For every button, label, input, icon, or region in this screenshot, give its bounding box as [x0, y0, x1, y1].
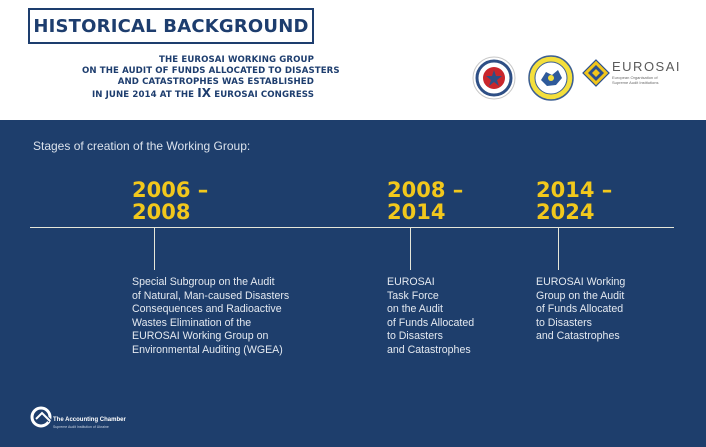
- footer-organization-subtitle: Supreme Audit Institution of Ukraine: [53, 425, 109, 429]
- page-title: HISTORICAL BACKGROUND: [33, 15, 309, 37]
- header-section: [0, 0, 706, 120]
- stage-2-line: on the Audit: [387, 303, 443, 316]
- subtitle-roman: IX: [197, 86, 212, 100]
- subtitle-line: THE EUROSAI WORKING GROUP: [159, 55, 314, 65]
- stage-3-year-start: 2014 –: [536, 178, 613, 202]
- subtitle-prefix: IN JUNE 2014 AT THE: [91, 90, 198, 100]
- footer-organization-name: The Accounting Chamber: [53, 417, 126, 423]
- stage-2-year-start: 2008 –: [387, 178, 464, 202]
- stage-3-line: EUROSAI Working: [536, 276, 626, 288]
- stage-2-line: to Disasters: [387, 330, 443, 343]
- eurosai-tagline: European Organisation of Supreme Audit Institutions: [612, 75, 659, 85]
- stage-2-description: [387, 276, 474, 358]
- stage-1-year-end: 2008: [132, 200, 191, 224]
- stage-2-line: EUROSAI: [387, 276, 435, 288]
- stage-3-line: to Disasters: [536, 316, 592, 329]
- stage-1-year-start: 2006 –: [132, 178, 209, 202]
- stage-1-line: Wastes Elimination of the: [132, 316, 252, 329]
- subtitle-line: AND CATASTROPHES WAS ESTABLISHED: [117, 77, 314, 87]
- stage-1-tick: [154, 228, 155, 270]
- subtitle-suffix: EUROSAI CONGRESS: [211, 90, 314, 100]
- stage-3-description: [536, 276, 625, 344]
- stage-3-line: of Funds Allocated: [536, 303, 624, 316]
- stage-2-line: of Funds Allocated: [387, 316, 475, 329]
- eurosai-logo: [582, 56, 682, 96]
- timeline-axis: [30, 227, 674, 228]
- stage-2-line: and Catastrophes: [387, 343, 471, 356]
- subtitle-line: ON THE AUDIT OF FUNDS ALLOCATED TO DISASTERS: [82, 66, 340, 76]
- eurosai-diamond-icon: [582, 59, 610, 87]
- stage-1-description: [132, 276, 289, 358]
- stage-3-line: Group on the Audit: [536, 289, 625, 302]
- stage-1-line: Environmental Auditing (WGEA): [132, 343, 283, 356]
- stage-3-line: and Catastrophes: [536, 330, 620, 343]
- stage-1-line: Special Subgroup on the Audit: [132, 276, 275, 288]
- stage-1-line: Consequences and Radioactive: [132, 303, 282, 316]
- working-group-emblem-icon: [528, 55, 574, 101]
- stage-3-tick: [558, 228, 559, 270]
- stages-heading: Stages of creation of the Working Group:: [33, 139, 251, 153]
- eurosai-wordmark: EUROSAI: [612, 59, 682, 74]
- stage-3-years: [536, 179, 612, 223]
- title-box: [28, 8, 314, 44]
- subtitle-line-last: [82, 88, 314, 101]
- stage-1-years: [132, 179, 208, 223]
- accounting-chamber-ukraine-emblem-icon: [472, 56, 516, 100]
- stage-2-years: [387, 179, 463, 223]
- subtitle: [82, 55, 340, 101]
- stage-3-year-end: 2024: [536, 200, 595, 224]
- stage-1-line: EUROSAI Working Group on: [132, 330, 269, 343]
- stage-1-line: of Natural, Man-caused Disasters: [132, 289, 290, 302]
- stage-2-line: Task Force: [387, 289, 439, 302]
- stage-2-tick: [410, 228, 411, 270]
- stage-2-year-end: 2014: [387, 200, 446, 224]
